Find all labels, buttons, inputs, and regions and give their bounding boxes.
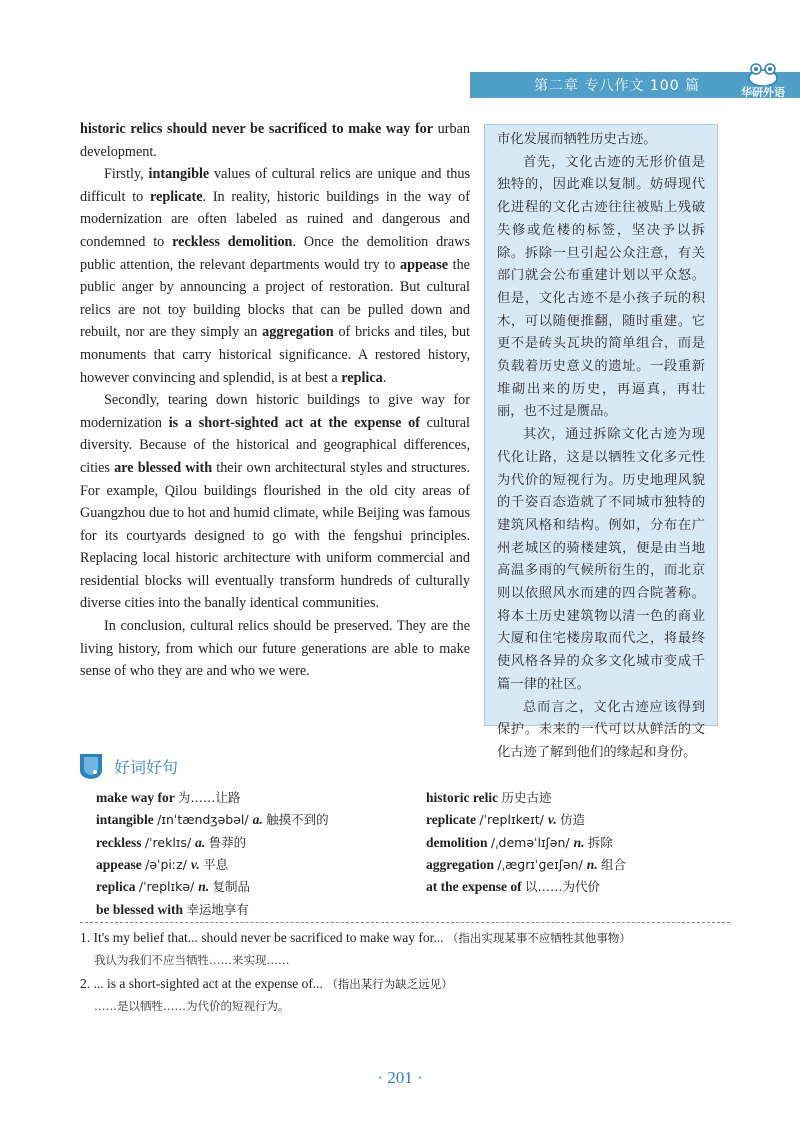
essay-body: [80, 118, 470, 683]
vocab-row: [96, 855, 716, 877]
vocab-item: [96, 877, 250, 895]
vocab-row: [96, 833, 716, 855]
text-run: .: [382, 369, 387, 386]
vocab-term: be blessed with: [96, 901, 187, 917]
vocab-item: [96, 810, 329, 828]
vocab-pos: n.: [198, 879, 213, 895]
sentence-1-chinese: 我认为我们不应当牺牲……来实现……: [94, 953, 290, 967]
section-heading: [78, 752, 378, 782]
vocab-pos: n.: [573, 834, 588, 850]
vocab-meaning: 鲁莽的: [208, 834, 247, 850]
vocab-row: [96, 788, 716, 810]
section-divider: [80, 922, 730, 923]
vocab-term: replicate: [426, 812, 480, 828]
bold-phrase: replica: [341, 369, 383, 386]
text-run: of bricks and tiles, but monuments that carry historical significance. A restored history, however convincing and splendid, is at best a: [80, 324, 470, 386]
vocab-term: reckless: [96, 834, 145, 850]
vocab-meaning: 幸运地享有: [186, 901, 249, 917]
section-badge-icon: [78, 752, 104, 780]
bold-phrase: are blessed with: [114, 459, 213, 476]
vocab-term: replica: [96, 879, 139, 895]
vocab-meaning: 平息: [203, 856, 229, 872]
section-title: 好词好句: [114, 758, 179, 777]
vocab-term: at the expense of: [426, 879, 525, 895]
logo-subtext: HUAYAN ENGLISH: [741, 98, 785, 104]
text-run: the public anger by announcing a project of restoration. But cultural relics are not toy building blocks that can be pulled down and rebuilt, nor are they simply an: [80, 256, 470, 341]
vocab-phon: /ɪnˈtændʒəbəl/: [157, 812, 253, 828]
text-run: urban development.: [80, 121, 470, 160]
essay-paragraph-4: [80, 615, 470, 683]
vocab-row: [96, 877, 716, 899]
bold-phrase: appease: [399, 256, 449, 273]
vocab-meaning: 拆除: [587, 834, 613, 850]
vocab-term: historic relic: [426, 790, 502, 805]
vocab-term: appease: [96, 856, 146, 872]
vocab-phon: /ˌæɡrɪˈɡeɪʃən/: [497, 856, 587, 872]
sentence-2-chinese: ……是以牺牲……为代价的短视行为。: [94, 999, 290, 1013]
vocab-item: [96, 788, 240, 806]
publisher-logo: [735, 62, 791, 106]
vocab-term: make way for: [96, 790, 178, 805]
vocab-pos: a.: [252, 812, 267, 828]
sentence-2: [80, 976, 453, 992]
vocab-item: [426, 788, 552, 806]
vocab-row: [96, 810, 716, 832]
frog-mascot-icon: [747, 62, 779, 86]
text-run: their own architectural styles and structures. For example, Qilou buildings flourished in the old city areas of Guangzhou due to hot and humid climate, while Beijing was famous for its courtyards designed to go with the fengshui principles. Replacing local historic architecture with uniform commercial and residential blocks will eventually transform hundreds of culturally diverse cities into the banally identical communities.: [80, 459, 471, 612]
sentence-1-note: （指出实现某事不应牺牲其他事物）: [446, 931, 631, 945]
vocab-pos: a.: [195, 834, 209, 850]
bold-phrase: reckless demolition: [172, 233, 293, 250]
vocab-meaning: 为……让路: [177, 790, 241, 805]
text-run: Secondly, tearing down historic buildings to give way for modernization: [80, 392, 470, 431]
vocab-term: intangible: [96, 812, 158, 828]
sentence-1: [80, 930, 631, 946]
vocab-pos: n.: [586, 856, 601, 872]
page-number: · 201 ·: [377, 1068, 423, 1087]
vocab-item: [426, 855, 626, 873]
vocab-meaning: 仿造: [560, 812, 586, 828]
bold-phrase: is a short-sighted act at the expense of: [168, 414, 420, 431]
vocab-item: [426, 877, 600, 895]
text-run: . Once the demolition draws public attention, the relevant departments would try to: [80, 233, 471, 273]
vocab-meaning: 历史古迹: [501, 790, 552, 805]
sentence-2-note: （指出某行为缺乏远见）: [326, 977, 453, 991]
text-run: In conclusion, cultural relics should be preserved. They are the living history, from which our future generations are able to make sense of who they are and who we were.: [80, 618, 470, 680]
text-run: cultural diversity. Because of the historical and geographical differences, cities: [80, 414, 470, 476]
text-run: . In reality, historic buildings in the way of modernization are often labeled as ruined and dangerous and condemned to: [80, 188, 471, 250]
vocab-term: demolition: [426, 834, 491, 850]
sentence-2-english: 2. ... is a short-sighted act at the expense of...: [80, 976, 323, 991]
vocab-pos: v.: [547, 812, 561, 828]
vocab-phon: /ˈreklɪs/: [144, 834, 196, 850]
vocab-item: [96, 855, 228, 873]
translation-paragraph-4: 总而言之，文化古迹应该得到保护。未来的一代可以从鲜活的文化古迹了解到他们的缘起和身份。: [497, 699, 705, 760]
vocab-item: [96, 833, 246, 851]
sentence-1-english: 1. It's my belief that... should never be sacrificed to make way for...: [80, 930, 444, 945]
vocab-meaning: 以……为代价: [524, 879, 600, 895]
translation-paragraph-1: 市化发展而牺牲历史古迹。: [497, 132, 657, 147]
text-run: values of cultural relics are unique and thus difficult to: [80, 166, 471, 205]
chapter-title: 第二章 专八作文 100 篇: [534, 78, 701, 94]
vocab-meaning: 组合: [600, 856, 626, 872]
vocab-meaning: 复制品: [212, 879, 251, 895]
bold-phrase: aggregation: [262, 324, 334, 341]
translation-paragraph-2: 首先，文化古迹的无形价值是独特的，因此难以复制。妨碍现代化进程的文化古迹往往被贴上残破失修或危楼的标签，坚决予以拆除。拆除一旦引起公众注意，有关部门就会公布重建计划以平众怒。但是，文化古迹不是小孩子玩的积木，可以随便推翻，随时重建。它更不是砖头瓦块的简单组合，而是负载着历史意义的遗址。一段重新堆砌出来的历史，再逼真，再壮丽，也不过是赝品。: [497, 154, 705, 420]
vocab-row: [96, 900, 716, 922]
vocab-item: [426, 810, 585, 828]
vocab-item: [96, 900, 249, 918]
vocab-term: aggregation: [426, 856, 498, 872]
bold-phrase: replicate: [150, 188, 203, 205]
logo-text: 华研外语: [741, 86, 785, 99]
vocab-item: [426, 833, 613, 851]
chinese-translation-box: [484, 124, 718, 760]
bold-phrase: intangible: [148, 166, 210, 183]
essay-paragraph-2: [80, 163, 470, 389]
translation-paragraph-3: 其次，通过拆除文化古迹为现代化让路，这是以牺牲文化多元性为代价的短视行为。历史地理风貌的千姿百态造就了不同城市独特的建筑风格和结构。例如，分布在广州老城区的骑楼建筑，便是由当地高温多雨的气候所衍生的，而北京则以依照风水而建的四合院著称。将本土历史建筑物以清一色的商业大厦和住宅楼房取而代之，将最终使风格各异的众多文化城市变成千篇一律的社区。: [497, 427, 705, 692]
vocab-phon: /ˈreplɪkeɪt/: [479, 812, 548, 828]
vocab-phon: /ˈreplɪkə/: [138, 879, 199, 895]
vocab-pos: v.: [190, 856, 204, 872]
essay-paragraph-3: [80, 389, 470, 615]
vocab-phon: /ˌdeməˈlɪʃən/: [490, 834, 574, 850]
text-run: Firstly,: [104, 166, 149, 183]
vocab-phon: /əˈpiːz/: [145, 856, 191, 872]
vocab-meaning: 触摸不到的: [266, 812, 329, 828]
essay-paragraph-1: [80, 118, 470, 163]
bold-phrase: historic relics should never be sacrificed to make way for: [80, 121, 434, 137]
